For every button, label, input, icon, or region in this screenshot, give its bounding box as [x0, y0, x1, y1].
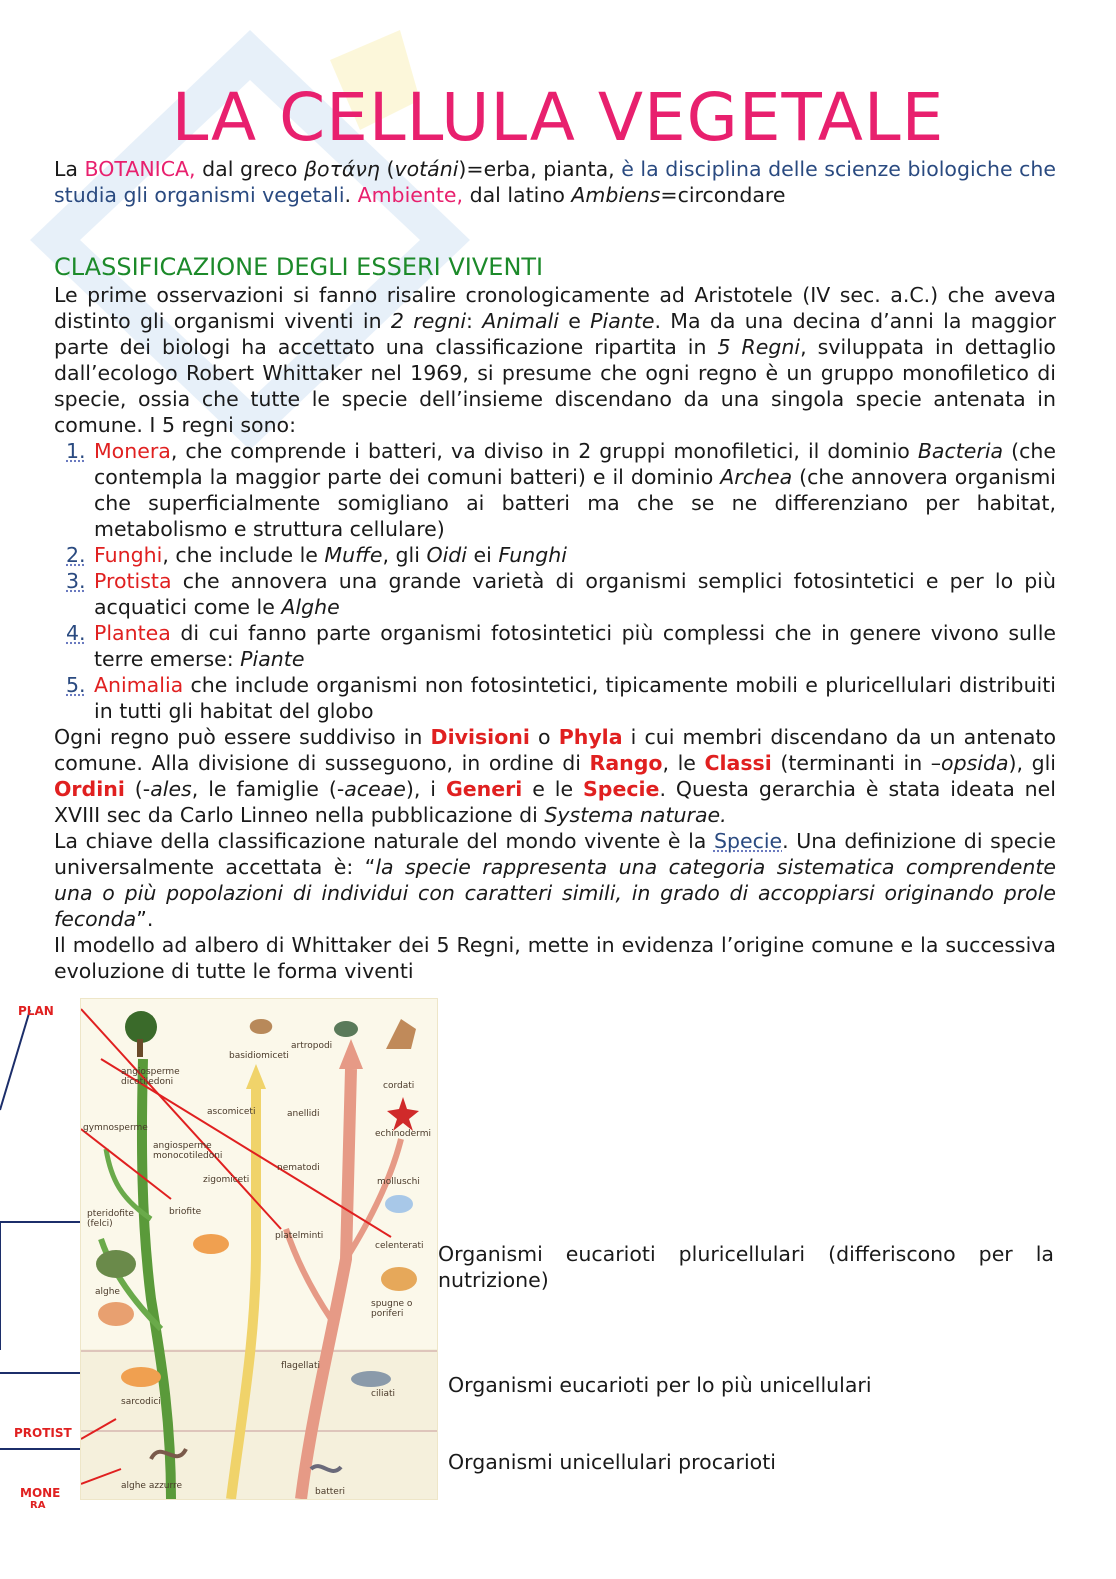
- fig-label-anellidi: anellidi: [287, 1109, 320, 1119]
- fungus-icon: [193, 1234, 229, 1254]
- list-item: 2. Funghi, che include le Muffe, gli Oidi ei Funghi: [66, 543, 567, 567]
- fig-label-basidiomiceti: basidiomiceti: [229, 1051, 289, 1061]
- fig-label-ciliati: ciliati: [371, 1389, 395, 1399]
- jellyfish-icon: [385, 1195, 413, 1213]
- label-ra: RA: [30, 1500, 46, 1511]
- fig-label-ascomiceti: ascomiceti: [207, 1107, 256, 1117]
- fig-label-celenterati: celenterati: [375, 1241, 424, 1251]
- level-unicellular: Organismi eucarioti per lo più unicellulari: [448, 1373, 872, 1397]
- side-lines: [0, 990, 80, 1550]
- arrow-line: [81, 1129, 171, 1199]
- fig-label-batteri: batteri: [315, 1487, 346, 1497]
- fig-label-angiosperme-dicot: angiosperme dicotiledoni: [121, 1067, 180, 1087]
- fig-label-echinodermi: echinodermi: [375, 1129, 431, 1139]
- label-protist: PROTIST: [14, 1426, 72, 1440]
- level-pluricellular: Organismi eucarioti pluricellulari (differiscono per la nutrizione): [438, 1242, 1054, 1292]
- hierarchy-paragraph: Ogni regno può essere suddiviso in Divisioni o Phyla i cui membri discendano da un antenato comune. Alla divisione di susseguono, in ordine di Rango, le Classi (terminanti in –opsida), gli Ordini (-ales, le famiglie (-aceae), i Generi e le Specie. Questa gerarchia è stata ideata nel XVIII sec da Carlo Linneo nella pubblicazione di Systema naturae.: [54, 725, 1057, 827]
- label-mone: MONE: [20, 1486, 61, 1500]
- fig-label-pteridofite: pteridofite (felci): [87, 1209, 134, 1229]
- fig-label-platelminti: platelminti: [275, 1231, 324, 1241]
- fig-label-artropodi: artropodi: [291, 1041, 333, 1051]
- sponge-icon: [381, 1267, 417, 1291]
- mushroom-icon: [250, 1019, 273, 1034]
- label-plan: PLAN: [18, 1004, 54, 1018]
- fig-label-flagellati: flagellati: [281, 1361, 320, 1371]
- tree-paragraph: Il modello ad albero di Whittaker dei 5 Regni, mette in evidenza l’origine comune e la successiva evoluzione di tutte le forma viventi: [54, 933, 1056, 983]
- fig-label-sarcodici: sarcodici: [121, 1397, 161, 1407]
- species-paragraph: La chiave della classificazione naturale del mondo vivente è la Specie. Una definizione di specie universalmente accettata è: “la specie rappresenta una categoria sistematica comprendente una o più popolazioni di individui con caratteri simili, in grado di accoppiarsi originando prole feconda”.: [54, 829, 1056, 931]
- list-item: 1. Monera, che comprende i batteri, va diviso in 2 gruppi monofiletici, il dominio Bacteria (che contempla la maggior parte dei comuni batteri) e il dominio Archea (che annovera organismi che superficialmente somigliano ai batteri ma che se ne differenziano per habitat, metabolismo e struttura cellulare): [66, 439, 1056, 541]
- starfish-icon: [387, 1097, 419, 1131]
- fig-label-spugne: spugne o poriferi: [371, 1299, 413, 1319]
- tree-icon: [125, 1011, 157, 1043]
- beetle-icon: [334, 1021, 358, 1037]
- algae-icon: [96, 1250, 136, 1278]
- fig-label-molluschi: molluschi: [377, 1177, 420, 1187]
- page-title: LA CELLULA VEGETALE: [171, 79, 945, 156]
- fig-label-nematodi: nematodi: [277, 1163, 320, 1173]
- fig-label-cordati: cordati: [383, 1081, 415, 1091]
- level-prokaryotes: Organismi unicellulari procarioti: [448, 1450, 776, 1474]
- content: [54, 156, 1056, 984]
- list-item: 5. Animalia che include organismi non fotosintetici, tipicamente mobili e pluricellulari distribuiti in tutti gli habitat del globo: [66, 673, 1056, 723]
- classification-paragraph: Le prime osservazioni si fanno risalire cronologicamente ad Aristotele (IV sec. a.C.) che aveva distinto gli organismi viventi in 2 regni: Animali e Piante. Ma da una decina d’anni la maggior parte dei biologi ha accettato una classificazione ripartita in 5 Regni, sviluppata in dettaglio dall’ecologo Robert Whittaker nel 1969, si presume che ogni regno è un gruppo monofiletico di specie, ossia che tutte le specie dell’insieme discendano da una singola specie antenata in comune. I 5 regni sono:: [54, 283, 1056, 437]
- algae2-icon: [98, 1302, 134, 1326]
- section-heading: CLASSIFICAZIONE DEGLI ESSERI VIVENTI: [54, 253, 544, 281]
- deer-icon: [386, 1019, 416, 1049]
- side-annotations: [0, 990, 80, 1550]
- fig-label-alghe: alghe: [95, 1287, 120, 1297]
- kingdoms-list: [54, 438, 1056, 724]
- fig-label-alghe-azzurre: alghe azzurre: [121, 1481, 183, 1491]
- intro-paragraph: La BOTANICA, dal greco βοτάνη (votáni)=erba, pianta, è la disciplina delle scienze biologiche che studia gli organismi vegetali. Ambiente, dal latino Ambiens=circondare: [54, 157, 1056, 207]
- fig-label-gymnosperme: gymnosperme: [83, 1123, 148, 1133]
- list-item: 4. Plantea di cui fanno parte organismi fotosintetici più complessi che in genere vivono sulle terre emerse: Piante: [66, 621, 1056, 671]
- whittaker-tree-figure: [80, 998, 438, 1500]
- ciliate-icon: [351, 1371, 391, 1387]
- fig-label-angiosperme-mono: angiosperme monocotiledoni: [153, 1141, 223, 1161]
- amoeba-icon: [121, 1367, 161, 1387]
- list-item: 3. Protista che annovera una grande varietà di organismi semplici fotosintetici e per lo più acquatici come le Alghe: [66, 569, 1056, 619]
- fig-label-briofite: briofite: [169, 1207, 202, 1217]
- fig-label-zigomiceti: zigomiceti: [203, 1175, 250, 1185]
